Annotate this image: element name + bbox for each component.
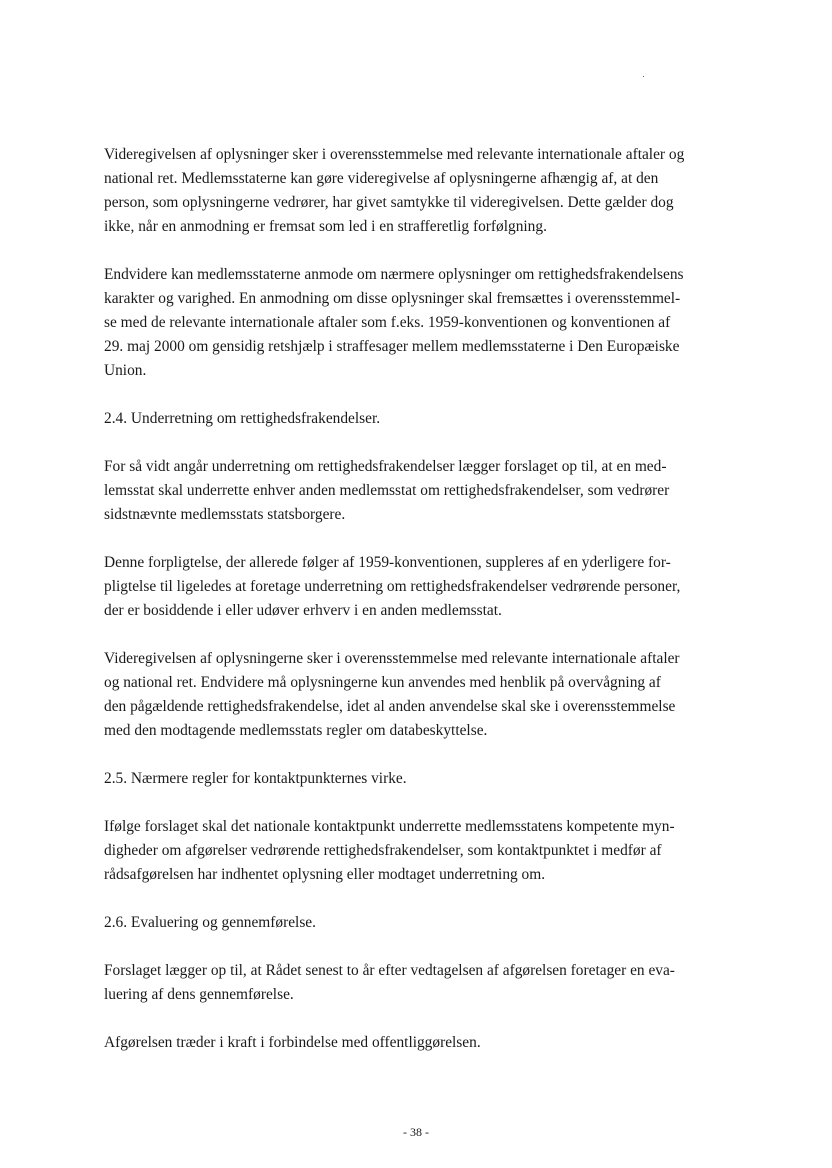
paragraph: [104, 959, 744, 1007]
text-line: karakter og varighed. En anmodning om disse oplysninger skal fremsættes i overensstemmel-: [104, 290, 681, 307]
text-line: person, som oplysningerne vedrører, har givet samtykke til videregivelsen. Dette gælder dog: [104, 194, 674, 211]
text-line: luering af dens gennemførelse.: [104, 986, 294, 1003]
paragraph: [104, 815, 744, 887]
text-line: se med de relevante internationale aftaler som f.eks. 1959-konventionen og konventionen af: [104, 314, 671, 331]
text-line: Denne forpligtelse, der allerede følger af 1959-konventionen, suppleres af en yderligere for-: [104, 554, 671, 571]
text-line: For så vidt angår underretning om rettighedsfrakendelser lægger forslaget op til, at en med-: [104, 458, 667, 475]
text-line: den pågældende rettighedsfrakendelse, idet al anden anvendelse skal ske i overensstemmelse: [104, 698, 676, 715]
text-line: lemsstat skal underrette enhver anden medlemsstat om rettighedsfrakendelser, som vedrører: [104, 482, 670, 499]
section-heading: 2.5. Nærmere regler for kontaktpunkternes virke.: [104, 770, 407, 787]
document-body: [104, 143, 744, 1079]
text-line: Videregivelsen af oplysningerne sker i overensstemmelse med relevante internationale aftaler: [104, 650, 680, 667]
text-line: pligtelse til ligeledes at foretage underretning om rettighedsfrakendelser vedrørende personer,: [104, 578, 681, 595]
paragraph: [104, 455, 744, 527]
text-line: digheder om afgørelser vedrørende rettighedsfrakendelser, som kontaktpunktet i medfør af: [104, 842, 662, 859]
text-line: og national ret. Endvidere må oplysningerne kun anvendes med henblik på overvågning af: [104, 674, 661, 691]
section-heading: 2.6. Evaluering og gennemførelse.: [104, 914, 316, 931]
scan-speck: [643, 76, 644, 77]
section-heading: 2.4. Underretning om rettighedsfrakendelser.: [104, 410, 381, 427]
paragraph: [104, 551, 744, 623]
text-line: Videregivelsen af oplysninger sker i overensstemmelse med relevante internationale aftaler og: [104, 146, 685, 163]
paragraph: [104, 263, 744, 383]
text-line: 29. maj 2000 om gensidig retshjælp i straffesager mellem medlemsstaterne i Den Europæiske: [104, 338, 680, 355]
paragraph: [104, 647, 744, 743]
paragraph: [104, 1031, 744, 1055]
page-number: - 38 -: [403, 1125, 429, 1139]
text-line: sidstnævnte medlemsstats statsborgere.: [104, 506, 346, 523]
text-line: Afgørelsen træder i kraft i forbindelse med offentliggørelsen.: [104, 1034, 481, 1051]
text-line: ikke, når en anmodning er fremsat som led i en strafferetlig forfølgning.: [104, 218, 547, 235]
text-line: Endvidere kan medlemsstaterne anmode om nærmere oplysninger om rettighedsfrakendelsens: [104, 266, 684, 283]
text-line: rådsafgørelsen har indhentet oplysning eller modtaget underretning om.: [104, 866, 546, 883]
text-line: Forslaget lægger op til, at Rådet senest to år efter vedtagelsen af afgørelsen foretager en eva-: [104, 962, 675, 979]
text-line: der er bosiddende i eller udøver erhverv i en anden medlemsstat.: [104, 602, 502, 619]
paragraph: [104, 143, 744, 239]
text-line: Union.: [104, 362, 147, 379]
text-line: Ifølge forslaget skal det nationale kontaktpunkt underrette medlemsstatens kompetente myn-: [104, 818, 675, 835]
text-line: national ret. Medlemsstaterne kan gøre videregivelse af oplysningerne afhængig af, at den: [104, 170, 659, 187]
text-line: med den modtagende medlemsstats regler om databeskyttelse.: [104, 722, 488, 739]
